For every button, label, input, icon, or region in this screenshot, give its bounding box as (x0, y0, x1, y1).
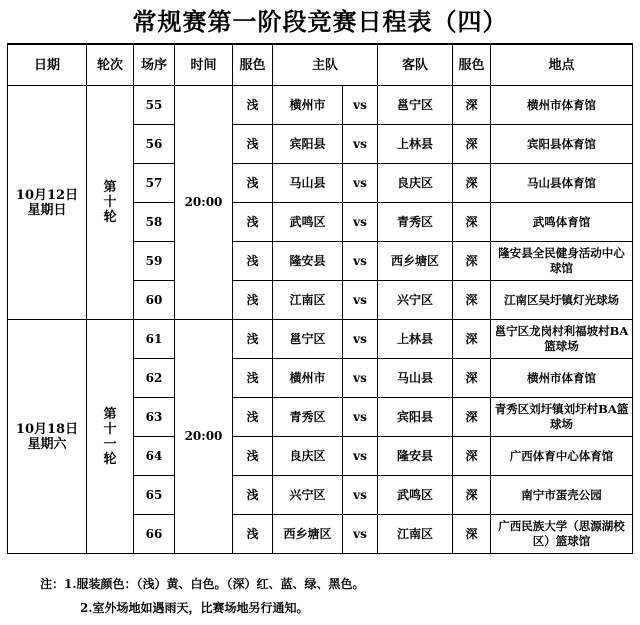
match-date: 10月18日 (15, 421, 79, 437)
round-char: 轮 (103, 451, 117, 467)
notes-label: 注： (40, 577, 65, 591)
header-home-uniform: 服色 (233, 44, 273, 86)
home-team: 横州市 (273, 86, 343, 125)
venue-cell: 横州市体育馆 (491, 86, 633, 125)
away-uniform: 深 (453, 203, 491, 242)
versus-label: vs (343, 242, 378, 281)
home-uniform: 浅 (233, 164, 273, 203)
home-uniform: 浅 (233, 242, 273, 281)
versus-label: vs (343, 515, 378, 554)
versus-label: vs (343, 437, 378, 476)
home-team: 武鸣区 (273, 203, 343, 242)
home-team: 邕宁区 (273, 320, 343, 359)
home-uniform: 浅 (233, 476, 273, 515)
away-uniform: 深 (453, 476, 491, 515)
home-uniform: 浅 (233, 320, 273, 359)
venue-cell: 宾阳县体育馆 (491, 125, 633, 164)
header-row (8, 44, 633, 86)
away-uniform: 深 (453, 320, 491, 359)
header-venue: 地点 (491, 44, 633, 86)
versus-label: vs (343, 164, 378, 203)
notes (40, 572, 630, 620)
match-number: 55 (134, 86, 175, 125)
match-number: 58 (134, 203, 175, 242)
match-number: 62 (134, 359, 175, 398)
round-cell (87, 86, 134, 320)
home-team: 隆安县 (273, 242, 343, 281)
venue-cell: 邕宁区龙岗村利福坡村BA篮球场 (491, 320, 633, 359)
time-cell: 20:00 (175, 320, 233, 554)
away-team: 马山县 (378, 359, 453, 398)
versus-label: vs (343, 476, 378, 515)
home-team: 宾阳县 (273, 125, 343, 164)
round-char: 第 (103, 406, 117, 422)
home-team: 横州市 (273, 359, 343, 398)
away-uniform: 深 (453, 242, 491, 281)
away-team: 兴宁区 (378, 281, 453, 320)
round-char: 十 (103, 421, 117, 437)
match-number: 59 (134, 242, 175, 281)
versus-label: vs (343, 203, 378, 242)
away-team: 江南区 (378, 515, 453, 554)
venue-cell: 江南区吴圩镇灯光球场 (491, 281, 633, 320)
match-date: 10月12日 (15, 187, 79, 203)
home-team: 马山县 (273, 164, 343, 203)
venue-cell: 广西体育中心体育馆 (491, 437, 633, 476)
home-uniform: 浅 (233, 203, 273, 242)
away-uniform: 深 (453, 359, 491, 398)
venue-cell: 广西民族大学（思源湖校区）篮球馆 (491, 515, 633, 554)
header-round: 轮次 (87, 44, 134, 86)
schedule-table (7, 43, 633, 554)
table-row (8, 320, 633, 359)
note-line-2: 2.室外场地如遇雨天，比赛场地另行通知。 (80, 601, 309, 615)
note-line-1 (40, 572, 630, 596)
away-uniform: 深 (453, 125, 491, 164)
match-number: 57 (134, 164, 175, 203)
round-char: 第 (103, 180, 117, 195)
away-team: 隆安县 (378, 437, 453, 476)
round-char: 十 (103, 195, 117, 210)
versus-label: vs (343, 320, 378, 359)
venue-cell: 隆安县全民健身活动中心球馆 (491, 242, 633, 281)
home-uniform: 浅 (233, 86, 273, 125)
header-away: 客队 (378, 44, 453, 86)
away-uniform: 深 (453, 164, 491, 203)
match-weekday: 星期六 (27, 436, 67, 452)
header-date: 日期 (8, 44, 87, 86)
home-uniform: 浅 (233, 398, 273, 437)
away-team: 上林县 (378, 320, 453, 359)
venue-cell: 青秀区刘圩镇刘圩村BA篮球场 (491, 398, 633, 437)
date-cell (8, 86, 87, 320)
match-number: 65 (134, 476, 175, 515)
match-number: 60 (134, 281, 175, 320)
home-uniform: 浅 (233, 125, 273, 164)
home-uniform: 浅 (233, 515, 273, 554)
away-team: 邕宁区 (378, 86, 453, 125)
home-uniform: 浅 (233, 359, 273, 398)
away-team: 上林县 (378, 125, 453, 164)
venue-cell: 马山县体育馆 (491, 164, 633, 203)
header-away-uniform: 服色 (453, 44, 491, 86)
versus-label: vs (343, 125, 378, 164)
away-team: 西乡塘区 (378, 242, 453, 281)
away-uniform: 深 (453, 398, 491, 437)
venue-cell: 横州市体育馆 (491, 359, 633, 398)
versus-label: vs (343, 398, 378, 437)
match-number: 64 (134, 437, 175, 476)
venue-cell: 南宁市蛋壳公园 (491, 476, 633, 515)
match-number: 61 (134, 320, 175, 359)
home-team: 青秀区 (273, 398, 343, 437)
match-weekday: 星期日 (27, 202, 67, 218)
round-char: 一 (103, 436, 117, 452)
home-uniform: 浅 (233, 281, 273, 320)
away-uniform: 深 (453, 437, 491, 476)
header-home: 主队 (273, 44, 378, 86)
match-number: 63 (134, 398, 175, 437)
away-uniform: 深 (453, 281, 491, 320)
away-team: 宾阳县 (378, 398, 453, 437)
date-cell (8, 320, 87, 554)
home-team: 江南区 (273, 281, 343, 320)
versus-label: vs (343, 359, 378, 398)
away-team: 武鸣区 (378, 476, 453, 515)
header-time: 时间 (175, 44, 233, 86)
round-char: 轮 (103, 210, 117, 225)
away-uniform: 深 (453, 515, 491, 554)
versus-label: vs (343, 86, 378, 125)
home-uniform: 浅 (233, 437, 273, 476)
header-match-no: 场序 (134, 44, 175, 86)
versus-label: vs (343, 281, 378, 320)
away-team: 青秀区 (378, 203, 453, 242)
time-cell: 20:00 (175, 86, 233, 320)
venue-cell: 武鸣体育馆 (491, 203, 633, 242)
home-team: 兴宁区 (273, 476, 343, 515)
round-cell (87, 320, 134, 554)
page-title: 常规赛第一阶段竞赛日程表（四） (132, 7, 508, 36)
match-number: 56 (134, 125, 175, 164)
away-uniform: 深 (453, 86, 491, 125)
table-row (8, 86, 633, 125)
note-text-1: 1.服装颜色：（浅）黄、白色。（深）红、蓝、绿、黑色。 (64, 577, 365, 591)
home-team: 良庆区 (273, 437, 343, 476)
away-team: 良庆区 (378, 164, 453, 203)
home-team: 西乡塘区 (273, 515, 343, 554)
match-number: 66 (134, 515, 175, 554)
schedule-body (8, 86, 633, 554)
